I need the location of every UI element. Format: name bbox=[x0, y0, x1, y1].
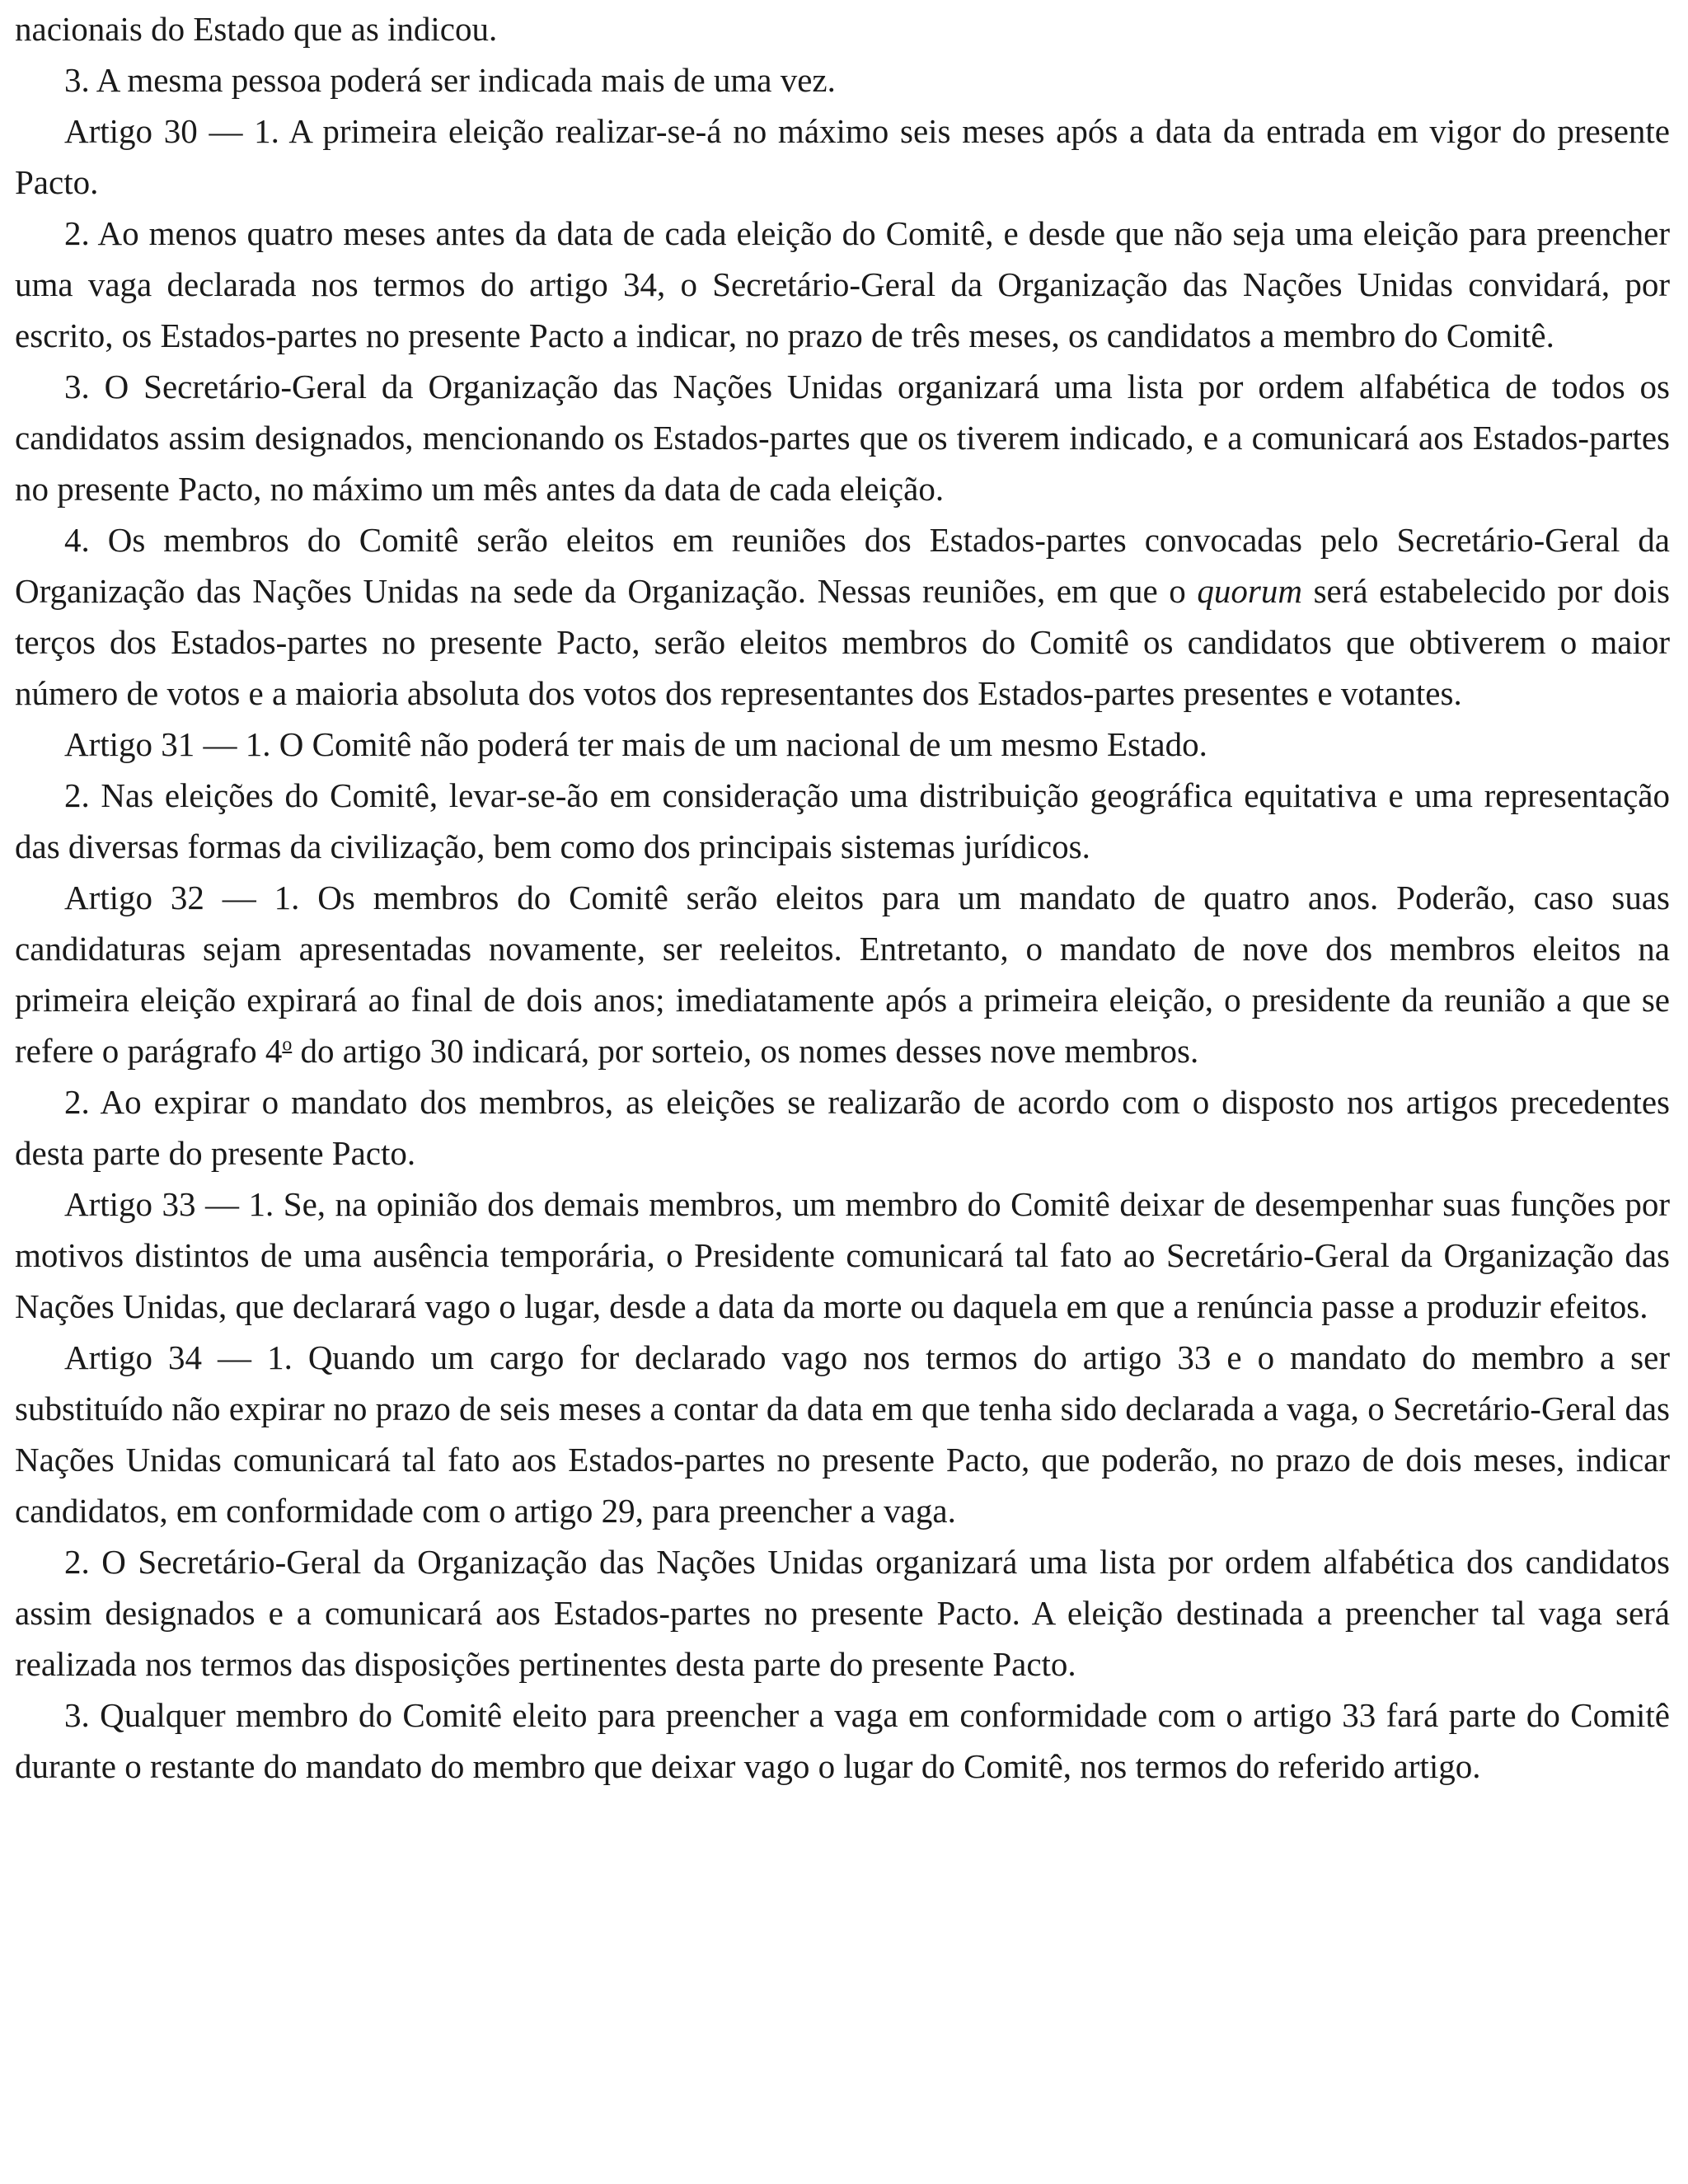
paragraph-text: Artigo 30 — 1. A primeira eleição realizar-se-á no máximo seis meses após a data da entrada em vigor do presente Pacto. bbox=[15, 112, 1670, 201]
paragraph-text: 2. O Secretário-Geral da Organização das Nações Unidas organizará uma lista por ordem alfabética dos candidatos assim designados e a comunicará aos Estados-partes no presente Pacto. A eleição destinada a preencher tal vaga será realizada nos termos das disposições pertinentes desta parte do presente Pacto. bbox=[15, 1543, 1670, 1683]
paragraph-text: 2. Nas eleições do Comitê, levar-se-ão em consideração uma distribuição geográfica equitativa e uma representação das diversas formas da civilização, bem como dos principais sistemas jurídicos. bbox=[15, 776, 1670, 865]
paragraph bbox=[15, 361, 1670, 514]
paragraph-text: do artigo 30 indicará, por sorteio, os nomes desses nove membros. bbox=[292, 1032, 1199, 1070]
paragraph-text: 3. A mesma pessoa poderá ser indicada mais de uma vez. bbox=[64, 61, 836, 99]
paragraph-text: Artigo 33 — 1. Se, na opinião dos demais membros, um membro do Comitê deixar de desempenhar suas funções por motivos distintos de uma ausência temporária, o Presidente comunicará tal fato ao Secretário-Geral da Organização das Nações Unidas, que declarará vago o lugar, desde a data da morte ou daquela em que a renúncia passe a produzir efeitos. bbox=[15, 1185, 1670, 1325]
document-page bbox=[15, 3, 1670, 1792]
paragraph-text: 4. Os membros do Comitê serão eleitos em reuniões dos Estados-partes convocadas pelo Secretário-Geral da Organização das Nações Unidas na sede da Organização. Nessas reuniões, em que o bbox=[15, 521, 1670, 610]
paragraph-text: será estabelecido por dois terços dos Estados-partes no presente Pacto, serão eleitos membros do Comitê os candidatos que obtiverem o maior número de votos e a maioria absoluta dos votos dos representantes dos Estados-partes presentes e votantes. bbox=[15, 572, 1670, 712]
paragraph bbox=[15, 54, 1670, 105]
paragraph bbox=[15, 208, 1670, 361]
paragraph bbox=[15, 105, 1670, 208]
paragraph-text: Artigo 34 — 1. Quando um cargo for declarado vago nos termos do artigo 33 e o mandato do membro a ser substituído não expirar no prazo de seis meses a contar da data em que tenha sido declarada a vaga, o Secretário-Geral das Nações Unidas comunicará tal fato aos Estados-partes no presente Pacto, que poderão, no prazo de dois meses, indicar candidatos, em conformidade com o artigo 29, para preencher a vaga. bbox=[15, 1338, 1670, 1530]
paragraph bbox=[15, 1179, 1670, 1332]
paragraph bbox=[15, 1690, 1670, 1792]
paragraph-text: 2. Ao expirar o mandato dos membros, as eleições se realizarão de acordo com o disposto nos artigos precedentes desta parte do presente Pacto. bbox=[15, 1083, 1670, 1172]
paragraph bbox=[15, 1076, 1670, 1179]
paragraph-text: 3. O Secretário-Geral da Organização das Nações Unidas organizará uma lista por ordem alfabética de todos os candidatos assim designados, mencionando os Estados-partes que os tiverem indicado, e a comunicará aos Estados-partes no presente Pacto, no máximo um mês antes da data de cada eleição. bbox=[15, 368, 1670, 508]
paragraph-text: Artigo 31 — 1. O Comitê não poderá ter mais de um nacional de um mesmo Estado. bbox=[64, 725, 1207, 763]
paragraph bbox=[15, 514, 1670, 719]
paragraph bbox=[15, 3, 1670, 54]
paragraph-text: nacionais do Estado que as indicou. bbox=[15, 10, 498, 48]
paragraph bbox=[15, 1332, 1670, 1536]
paragraph bbox=[15, 1536, 1670, 1690]
paragraph bbox=[15, 770, 1670, 872]
paragraph-text: 3. Qualquer membro do Comitê eleito para preencher a vaga em conformidade com o artigo 33 fará parte do Comitê durante o restante do mandato do membro que deixar vago o lugar do Comitê, nos termos do referido artigo. bbox=[15, 1696, 1670, 1785]
ordinal-indicator: o bbox=[282, 1033, 293, 1056]
italic-term: quorum bbox=[1197, 572, 1302, 610]
paragraph-text: Artigo 32 — 1. Os membros do Comitê serão eleitos para um mandato de quatro anos. Poderão, caso suas candidaturas sejam apresentadas novamente, ser reeleitos. Entretanto, o mandato de nove dos membros eleitos na primeira eleição expirará ao final de dois anos; imediatamente após a primeira eleição, o presidente da reunião a que se refere o parágrafo 4 bbox=[15, 879, 1670, 1070]
paragraph bbox=[15, 872, 1670, 1076]
paragraph bbox=[15, 719, 1670, 770]
paragraph-text: 2. Ao menos quatro meses antes da data de cada eleição do Comitê, e desde que não seja uma eleição para preencher uma vaga declarada nos termos do artigo 34, o Secretário-Geral da Organização das Nações Unidas convidará, por escrito, os Estados-partes no presente Pacto a indicar, no prazo de três meses, os candidatos a membro do Comitê. bbox=[15, 214, 1670, 354]
